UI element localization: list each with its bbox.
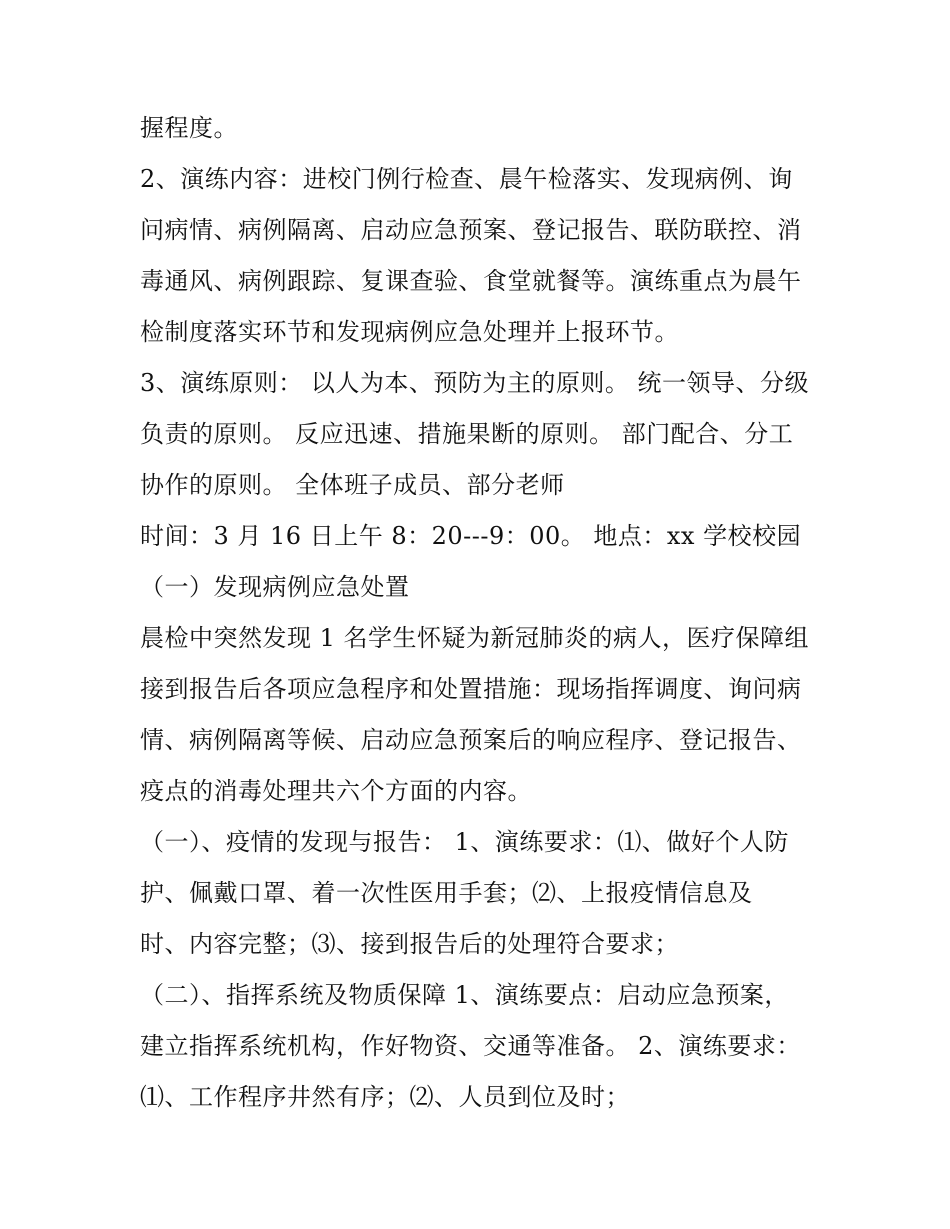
text-line-17: 时、内容完整；⑶、接到报告后的处理符合要求； <box>140 930 679 958</box>
text-line-8: 协作的原则。 全体班子成员、部分老师 <box>140 471 565 499</box>
text-line-20: ⑴、工作程序井然有序；⑵、人员到位及时； <box>140 1083 630 1111</box>
text-line-9: 时间：3 月 16 日上午 8：20---9：00。 地点：xx 学校校园 <box>140 522 802 550</box>
section-heading: （一）发现病例应急处置 <box>140 573 410 601</box>
text-line-13: 情、病例隔离等候、启动应急预案后的响应程序、登记报告、 <box>140 726 802 754</box>
text-line-1: 握程度。 <box>140 114 238 142</box>
text-line-5: 检制度落实环节和发现病例应急处理并上报环节。 <box>140 318 679 346</box>
text-line-19: 建立指挥系统机构，作好物资、交通等准备。 2、演练要求： <box>140 1032 801 1060</box>
text-line-4: 毒通风、病例跟踪、复课查验、食堂就餐等。演练重点为晨午 <box>140 267 802 295</box>
text-line-18: （二）、指挥系统及物质保障 1、演练要点：启动应急预案， <box>140 981 789 1009</box>
text-line-14: 疫点的消毒处理共六个方面的内容。 <box>140 777 532 805</box>
text-line-15: （一）、疫情的发现与报告： 1、演练要求：⑴、做好个人防 <box>140 828 789 856</box>
text-line-6: 3、演练原则： 以人为本、预防为主的原则。 统一领导、分级 <box>140 369 810 397</box>
text-line-3: 问病情、病例隔离、启动应急预案、登记报告、联防联控、消 <box>140 216 802 244</box>
text-line-16: 护、佩戴口罩、着一次性医用手套；⑵、上报疫情信息及 <box>140 879 753 907</box>
text-line-12: 接到报告后各项应急程序和处置措施：现场指挥调度、询问病 <box>140 675 802 703</box>
text-line-2: 2、演练内容：进校门例行检查、晨午检落实、发现病例、询 <box>140 165 793 193</box>
text-line-7: 负责的原则。 反应迅速、措施果断的原则。 部门配合、分工 <box>140 420 794 448</box>
text-line-11: 晨检中突然发现 1 名学生怀疑为新冠肺炎的病人，医疗保障组 <box>140 624 810 652</box>
